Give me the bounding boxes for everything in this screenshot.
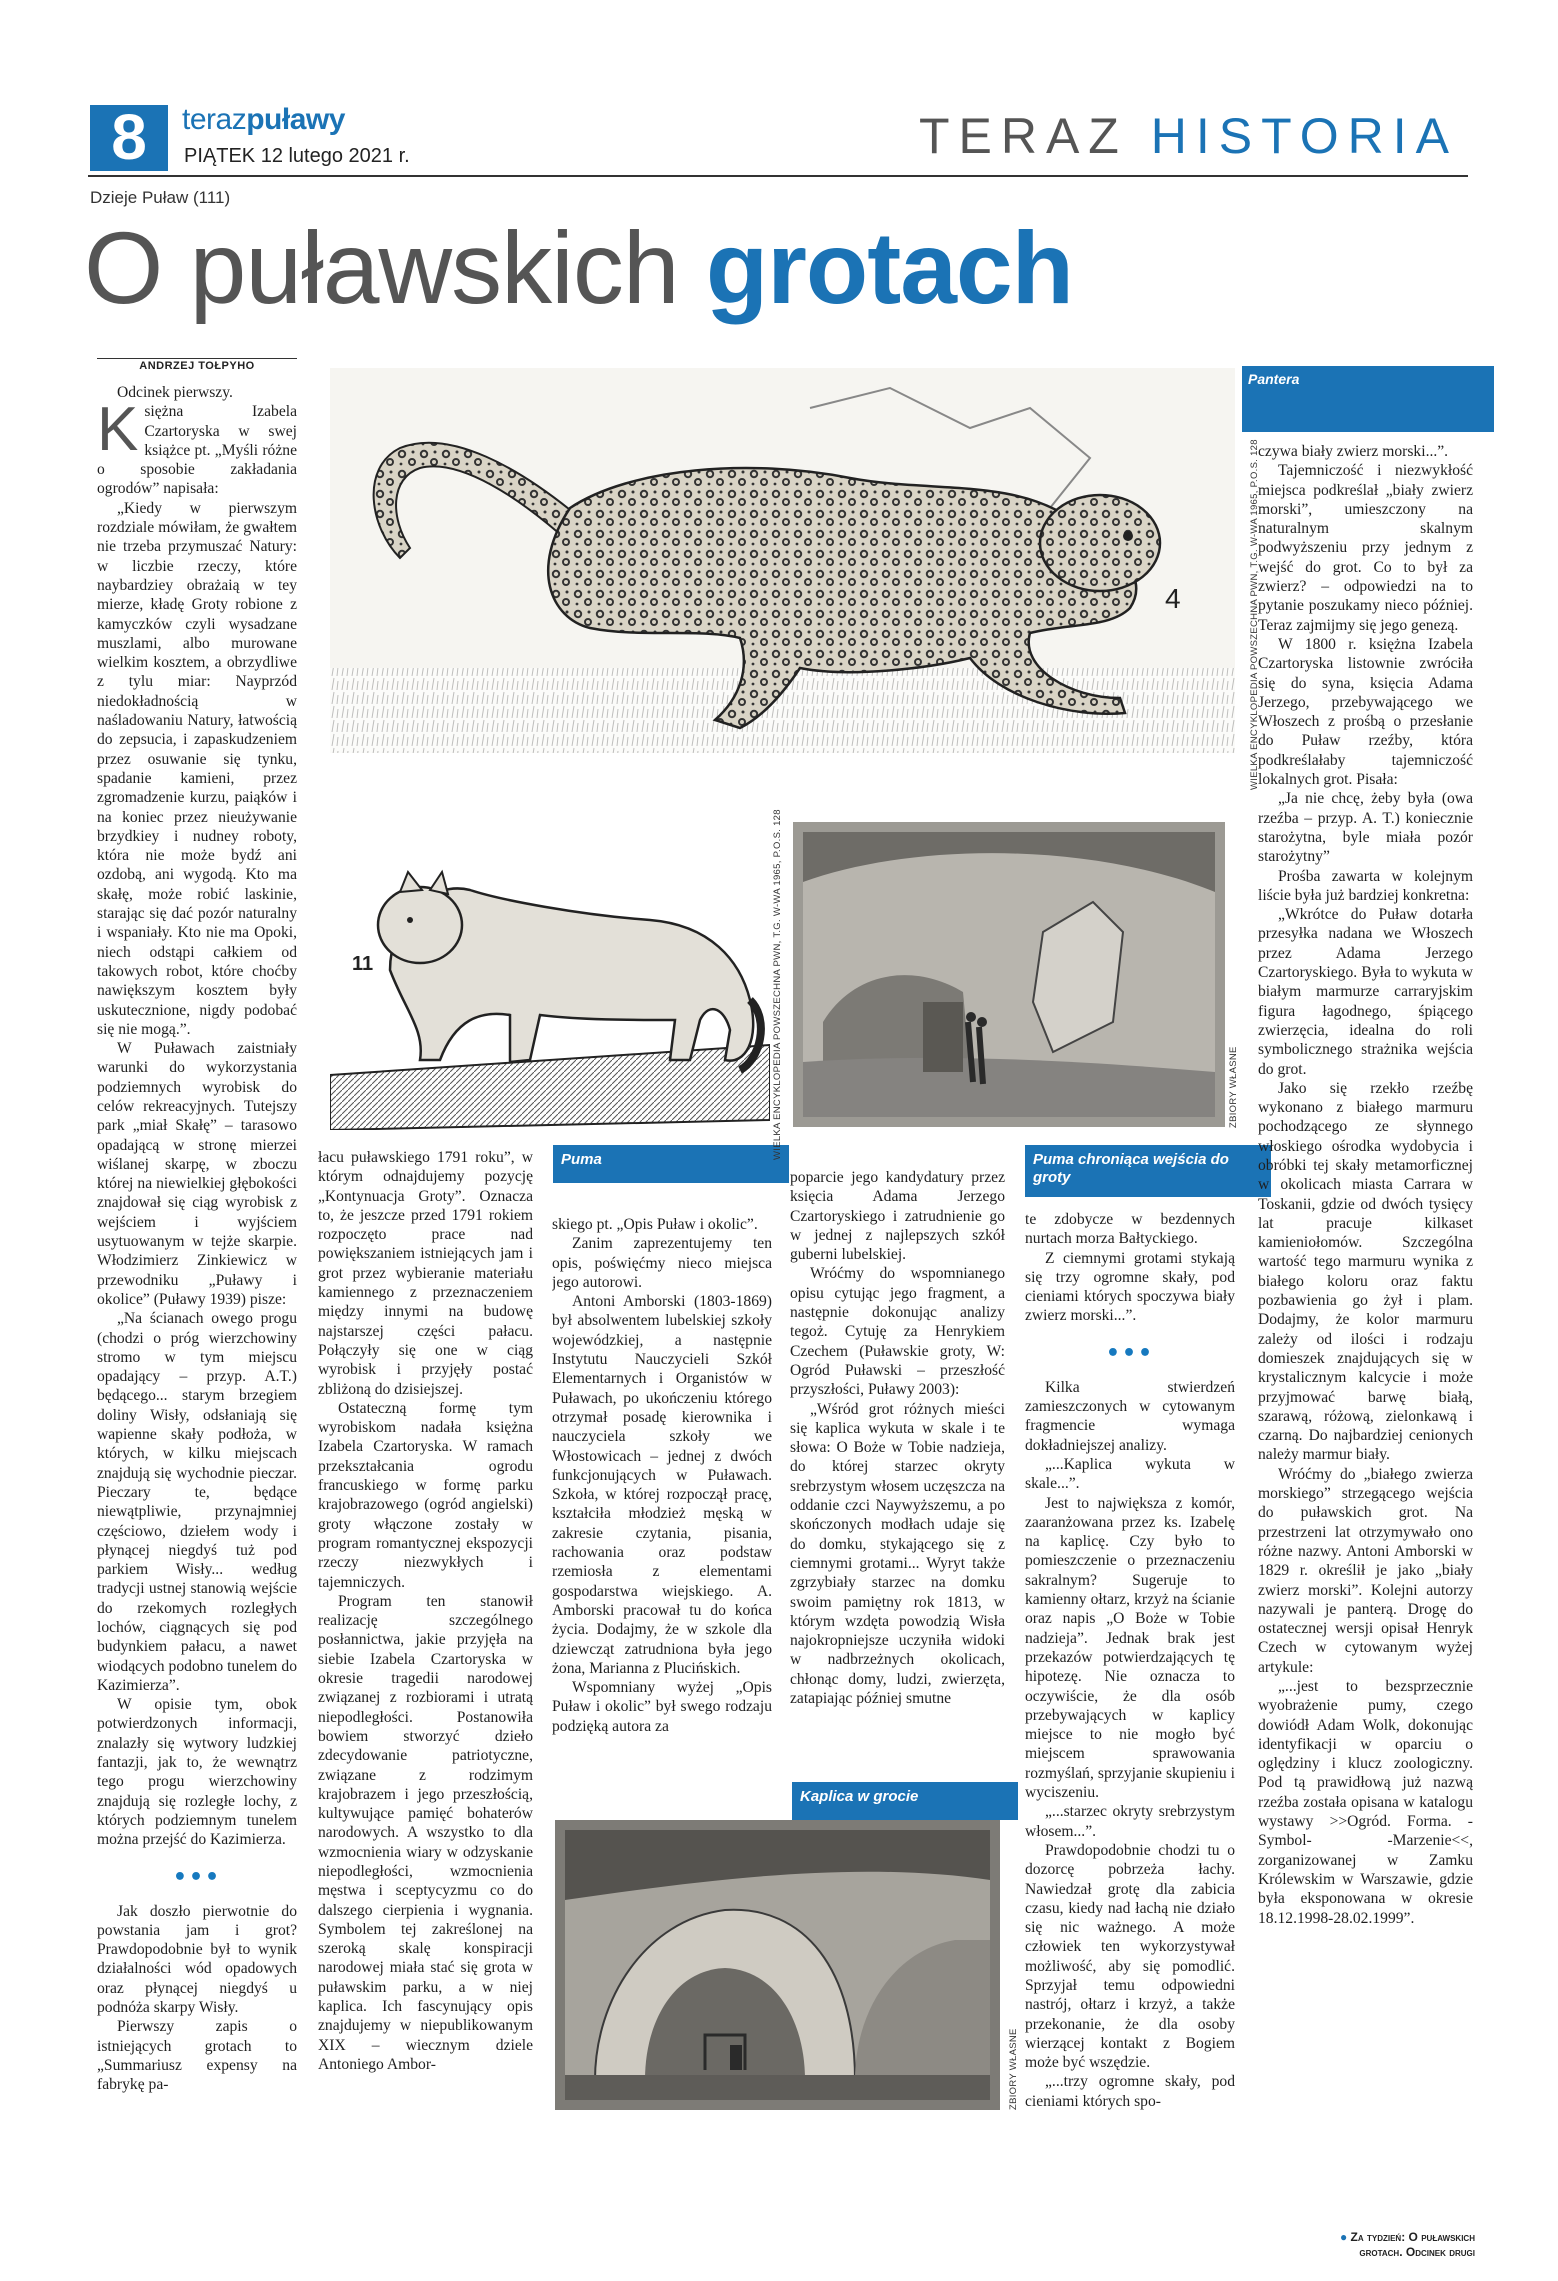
pantera-credit: WIELKA ENCYKLOPEDIA POWSZECHNA PWN, T.G. W-WA 1965, P.O.S. 128 [1249, 439, 1260, 790]
section-ornament: ••• [1105, 1340, 1155, 1366]
puma-illustration [330, 820, 770, 1130]
paragraph: „Kiedy w pierwszym rozdziale mówiłam, że gwałtem nie trzeba przymuszać Natury: w liczbie rzeczy, które naybardziey obrażaią w tey mierze, kładę Groty robione z kamyczków czyli wysadzane muszlami, albo murowane wielkim kosztem, a obrzydliwe z tylu miar: Nayprzód niedokładnością w naśladowaniu Natury, łatwością do zepsucia, i zapaskudzeniem przez osuwanie się tynku, spadanie kamieni, przez zgromadzenie kurzu, paiąków i na koniec przez nieużywanie brzydkiey i nudney roboty, która nie może bydź ani ozdobą, ani wygodą. Kto ma skałę, może robić laskinie, starając się dać pozór naturalny i wspaniały. Kto nie ma Opoki, niech odstąpi całkiem od takowych robot, które choćby nawiększym kosztem były uskutecznione, nigdy podobać się nie mogą.”. [97, 499, 297, 1038]
paragraph: Tajemniczość i niezwykłość miejsca podkreślał „biały zwierz morski”, umieszczony na naturalnym skalnym podwyższeniu przy jednym z wejść do grot. Co to był za zwierz? – odpowiedzi na to pytanie poszukamy nieco później. Teraz zajmijmy się jego genezą. [1258, 462, 1473, 634]
section-word-historia: HISTORIA [1150, 108, 1458, 164]
paragraph: „Wśród grot różnych mieści się kaplica wykuta w skale i te słowa: O Boże w Tobie nadzieja, do której starzec okryty srebrzystym włosem uczęszcza na oddanie czci Naywyższemu, a po skończonych modłach udaje się do domku, stykającego się z ciemnymi grotami... Wyryt także zgrzybiały starzec na domku swoim pamiętny rok 1813, w którym wzdęta powodzią Wisła najokropniejsze uczyniła widoki w nadbrzeżnych okolicach, chłonąc domy, ludzi, zwierzęta, zatapiając później smutne [790, 1400, 1005, 1708]
paragraph: Jako się rzekło rzeźbę wykonano z białego marmuru pochodzącego ze słynnego włoskiego ośrodka wydobycia i obróbki tej skały metamorficznej w okolicach miasta Carrara w Toskanii, gdzie od dwóch tysięcy lat pracuje kilkaset kamieniołomów. Szczególna wartość tego marmuru wynika z białego koloru oraz faktu pozbawienia go żył i plam. Dodajmy, że kolor marmuru zależy od ilości i rodzaju domieszek znajdujących się w krystalicznym kalcycie i może przyjmować barwę białą, szarawą, różową, zielonkawą i czarną. Do najbardziej cenionych należy marmur biały. [1258, 1079, 1473, 1464]
kaplica-image [555, 1820, 1000, 2110]
teaser-text: Za tydzień: O puławskich grotach. Odcinek drugi [1350, 2230, 1475, 2259]
paragraph: Ostateczną formę tym wyrobiskom nadała księżna Izabela Czartoryska. W ramach przekształcania ogrodu francuskiego w formę parku krajobrazowego (ogród angielski) groty włączone zostały w program romantycznej ekspozycji rzeczy niezwykłych i tajemniczych. [318, 1399, 533, 1591]
paragraph: skiego pt. „Opis Puław i okolic”. [552, 1216, 758, 1233]
paragraph: Z ciemnymi grotami stykają się trzy ogromne skały, pod cieniami których spoczywa biały zwierz morski...”. [1025, 1249, 1235, 1325]
pantera-caption: Pantera [1242, 366, 1494, 432]
paragraph: „Ja nie chcę, żeby była (owa rzeźba – przyp. A. T.) koniecznie starożytna, byle miała pozór starożytny” [1258, 790, 1473, 866]
grotto-entrance-credit2: ZBIORY WŁASNE [1228, 1046, 1239, 1128]
section-title [919, 108, 1458, 164]
paragraph: Prośba zawarta w kolejnym liście była już bardziej konkretna: [1258, 867, 1473, 904]
author-rule [97, 358, 297, 359]
paragraph: Program ten stanowił realizację szczególnego posłannictwa, jakie przyjęła na siebie Izabela Czartoryska w okresie tragedii narodowej związanej z rozbiorami i utratą niepodległości. Postanowiła bowiem stworzyć dzieło zdecydowanie patriotyczne, związane z rodzimym krajobrazem i jego przeszłością, kultywujące pamięć bohaterów narodowych. A wszystko to dla wzmocnienia wiary w odzyskanie niepodległości, wzmocnienia męstwa i sceptycyzmu co do dalszego cierpienia i wygnania. Symbolem tej zakreślonej na szeroką skalę konspiracji narodowej miała stać się grota w puławskim parku, a w niej kaplica. Ich fascynujący opis znajdujemy w niepublikowanym XIX – wiecznym dziele Antoniego Ambor- [318, 1592, 533, 2073]
pantera-number: 4 [1165, 583, 1181, 614]
paragraph: „...jest to bezsprzecznie wyobrażenie pumy, czego dowiódł Adam Wolk, dokonując identyfikacji w oparciu o oględziny i klucz zoologiczny. Pod tą prawidłową już nazwą rzeźba została opisana w katalogu wystawy >>Ogród. Forma. -Symbol- -Marzenie<<, zorganizowanej w Zamku Królewskim w Warszawie, gdzie była eksponowana w okresie 18.12.1998-28.02.1999”. [1258, 1678, 1473, 1927]
paragraph-text: siężna Izabela Czartoryska w swej książce pt. „Myśli różne o sposobie zakładania ogrodów” napisała: [97, 403, 297, 498]
brand-city: puławy [246, 103, 345, 136]
puma-grotto-caption: Puma chroniąca wejścia do groty [1025, 1145, 1271, 1197]
paragraph: „...starzec okryty srebrzystym włosem...”. [1025, 1803, 1235, 1840]
column-5 [1025, 1210, 1235, 2245]
header-rule [88, 175, 1468, 177]
section-word-teraz: TERAZ [918, 108, 1128, 164]
page-number: 8 [111, 101, 147, 173]
paragraph: „...Kaplica wykuta w skale...”. [1025, 1455, 1235, 1493]
paragraph: Kilka stwierdzeń zamieszczonych w cytowanym fragmencie wymaga dokładniejszej analizy. [1025, 1378, 1235, 1454]
column-4 [790, 1168, 1005, 1773]
paragraph: W opisie tym, obok potwierdzonych informacji, znalazły się wytwory ludzkiej fantazji, jak to, że wewnątrz tego progu wierzchowiny znajdują się rozległe lochy, z których podziemnym tunelem można przejść do Kazimierza. [97, 1696, 297, 1849]
pantera-image [330, 368, 1235, 753]
grotto-entrance-illustration [793, 822, 1225, 1127]
brand-logo [182, 104, 345, 136]
column-6 [1258, 442, 1473, 2237]
kaplica-caption: Kaplica w grocie [792, 1782, 1018, 1820]
paragraph: Zanim zaprezentujemy ten opis, poświęćmy nieco miejsca jego autorowi. [552, 1235, 772, 1291]
paragraph: Jest to największa z komór, zaaranżowana przez ks. Izabelę na kaplicę. Czy było to pomieszczenie o przeznaczeniu sakralnym? Sugeruje to kamienny ołtarz, krzyż na ścianie oraz napis „O Boże w Tobie nadzieja”. Jednak brak jest przekazów potwierdzających tę hipotezę. Nie oznacza to oczywiście, że dla osób przebywających w kaplicy miejsce to nie mogło być miejscem sprawowania rozmyślań, sprzyjanie skupieniu i wyciszeniu. [1025, 1494, 1235, 1802]
leopard-illustration [330, 368, 1235, 753]
chapel-illustration [555, 1820, 1000, 2110]
author-byline: ANDRZEJ TOŁPYHO [139, 360, 255, 372]
paragraph: W 1800 r. księżna Izabela Czartoryska listownie zwróciła się do syna, księcia Adama Jerzego, przebywającego we Włoszech z prośbą o przesłanie do Puław rzeźby, która podkreślałaby tajemniczość lokalnych grot. Pisała: [1258, 635, 1473, 789]
grotto-entrance-image [793, 822, 1225, 1127]
brand-teraz: teraz [182, 103, 247, 136]
kaplica-credit: ZBIORY WŁASNE [1008, 2028, 1019, 2110]
paragraph: Wspomniany wyżej „Opis Puław i okolic” był swego rodzaju podzięką autora za [552, 1679, 772, 1735]
title-part1: O puławskich [84, 211, 679, 325]
paragraph: Antoni Amborski (1803-1869) był absolwentem lubelskiej szkoły wojewódzkiej, a następnie Instytutu Nauczycieli Szkół Elementarnych i Organistów w Puławach, po ukończeniu którego otrzymał posadę kierownika i nauczyciela szkoły we Włostowicach – jednej z dwóch funkcjonujących w Puławach. Szkoła, w której rozpoczął pracę, kształciła młodzież męską w zakresie czytania, pisania, rachowania oraz podstaw rzemiosła z elementami gospodarstwa wiejskiego. A. Amborski pracował tu do końca życia. Dodajmy, że w szkole dla dziewcząt zatrudniona była jego żona, Marianna z Plucińskich. [552, 1293, 772, 1677]
paragraph: „...trzy ogromne skały, pod cieniami których spo- [1025, 2073, 1235, 2110]
paragraph: Pierwszy zapis o istniejących grotach to „Summariusz expensy na fabrykę pa- [97, 2018, 297, 2094]
paragraph: Jak doszło pierwotnie do powstania jam i grot? Prawdopodobnie był to wynik działalności wód opadowych oraz płynącej niegdyś u podnóża skarpy Wisły. [97, 1902, 297, 2017]
paragraph: „Wkrótce do Puław dotarła przesyłka nadana we Włoszech przez Adama Jerzego Czartoryskiego. Była to wykuta w białym marmurze carraryjskim figura łagodnego, śpiącego zwierzęcia, idealna do roli symbolicznego strażnika wejścia do grot. [1258, 906, 1473, 1078]
next-week-teaser [1300, 2230, 1475, 2260]
paragraph: W Puławach zaistniały warunki do wykorzystania podziemnych wyrobisk do celów rekreacyjnych. Tutejszy park „miał Skałę” – tarasowo opadającą w stronę mierzei wiślanej skarpę, w zboczu której na niewielkiej głębokości znajdował się ciąg wyrobisk z wejściem i wyjściem usytuowanym w tejże skarpie. Włodzimierz Zinkiewicz w przewodniku „Puławy i okolice” (Puławy 1939) pisze: [97, 1040, 297, 1308]
puma-number: 11 [352, 953, 374, 975]
section-ornament: ••• [172, 1864, 222, 1890]
paragraph: te zdobycze w bezdennych nurtach morza Bałtyckiego. [1025, 1211, 1235, 1248]
intro: Odcinek pierwszy. [117, 384, 233, 401]
paragraph [97, 395, 297, 498]
paragraph: Wróćmy do wspomnianego opisu cytując jego fragment, a następnie dokonując analizy tegoż. Cytuję za Henrykiem Czechem (Puławskie groty, W: Ogród Puławski – przeszłość przyszłości, Puławy 2003): [790, 1265, 1005, 1399]
title-part2: grotach [705, 211, 1073, 325]
issue-date: PIĄTEK 12 lutego 2021 r. [184, 145, 410, 167]
paragraph: Prawdopodobnie chodzi tu o dozorcę pobrzeża łachy. Nawiedzał grotę dla zabicia czasu, kiedy nad łachą nie działo się nic ważnego. A może człowiek ten wykorzystywał możliwość, aby się pomodlić. Sprzyjał temu odpowiedni nastrój, ołtarz i krzyż, a także przekonanie, że dla osoby wierzącej kontakt z Bogiem może być wszędzie. [1025, 1841, 1235, 2072]
dropcap: K [97, 395, 139, 465]
bullet-icon: ● [1339, 2230, 1348, 2244]
column-2 [318, 1148, 533, 2243]
paragraph: łacu puławskiego 1791 roku”, w którym odnajdujemy pozycję „Kontynuacja Groty”. Oznacza to, że jeszcze przed 1791 rokiem rozpoczęto prace nad powiększaniem istniejących jam i grot przez wybieranie materiału kamiennego z przeznaczeniem między innymi na budowę najstarszej części pałacu. Połączyły się one w ciąg wyrobisk i przyjęły postać zbliżoną do dzisiejszej. [318, 1149, 533, 1398]
grotto-entrance-credit: WIELKA ENCYKLOPEDIA POWSZECHNA PWN, T.G. W-WA 1965, P.O.S. 128 [772, 809, 783, 1160]
puma-image [330, 820, 770, 1130]
paragraph: Wróćmy do „białego zwierza morskiego” strzegącego wejścia do puławskich grot. Na przestrzeni lat otrzymywało ono różne nazwy. Antoni Amborski w 1829 r. określił je jako „biały zwierz morski”. Kolejni autorzy nazywali je panterą. Drogę do ostatecznej wersji opisał Henryk Czech w cytowanym wyżej artykule: [1258, 1465, 1473, 1676]
paragraph: poparcie jego kandydatury przez księcia Adama Jerzego Czartoryskiego i zatrudnienie go w jednej z najlepszych szkół guberni lubelskiej. [790, 1169, 1005, 1264]
article-title [84, 208, 1073, 328]
puma-caption: Puma [553, 1145, 789, 1183]
paragraph: „Na ścianach owego progu (chodzi o próg wierzchowiny stromo w tym miejscu opadający – przyp. A.T.) będącego... starym brzegiem doliny Wisły, odsłaniają się wapienne skały podłoża, w których, w kilku miejscach znajdują się wychodnie pieczar. Pieczary te, będące niewątpliwie, przynajmniej częściowo, dziełem wody i płynącej niegdyś tuż pod parkiem Wisły... według tradycji ustnej stanowią wejście do rzekomych rozległych lochów, ciągnących się pod budynkiem pałacu, a nawet wiodących podobno tunelem do Kazimierza”. [97, 1310, 297, 1694]
paragraph: czywa biały zwierz morski...”. [1258, 443, 1449, 460]
series-label: Dzieje Puław (111) [90, 188, 231, 207]
column-1 [97, 383, 297, 2243]
column-3 [552, 1215, 772, 1785]
